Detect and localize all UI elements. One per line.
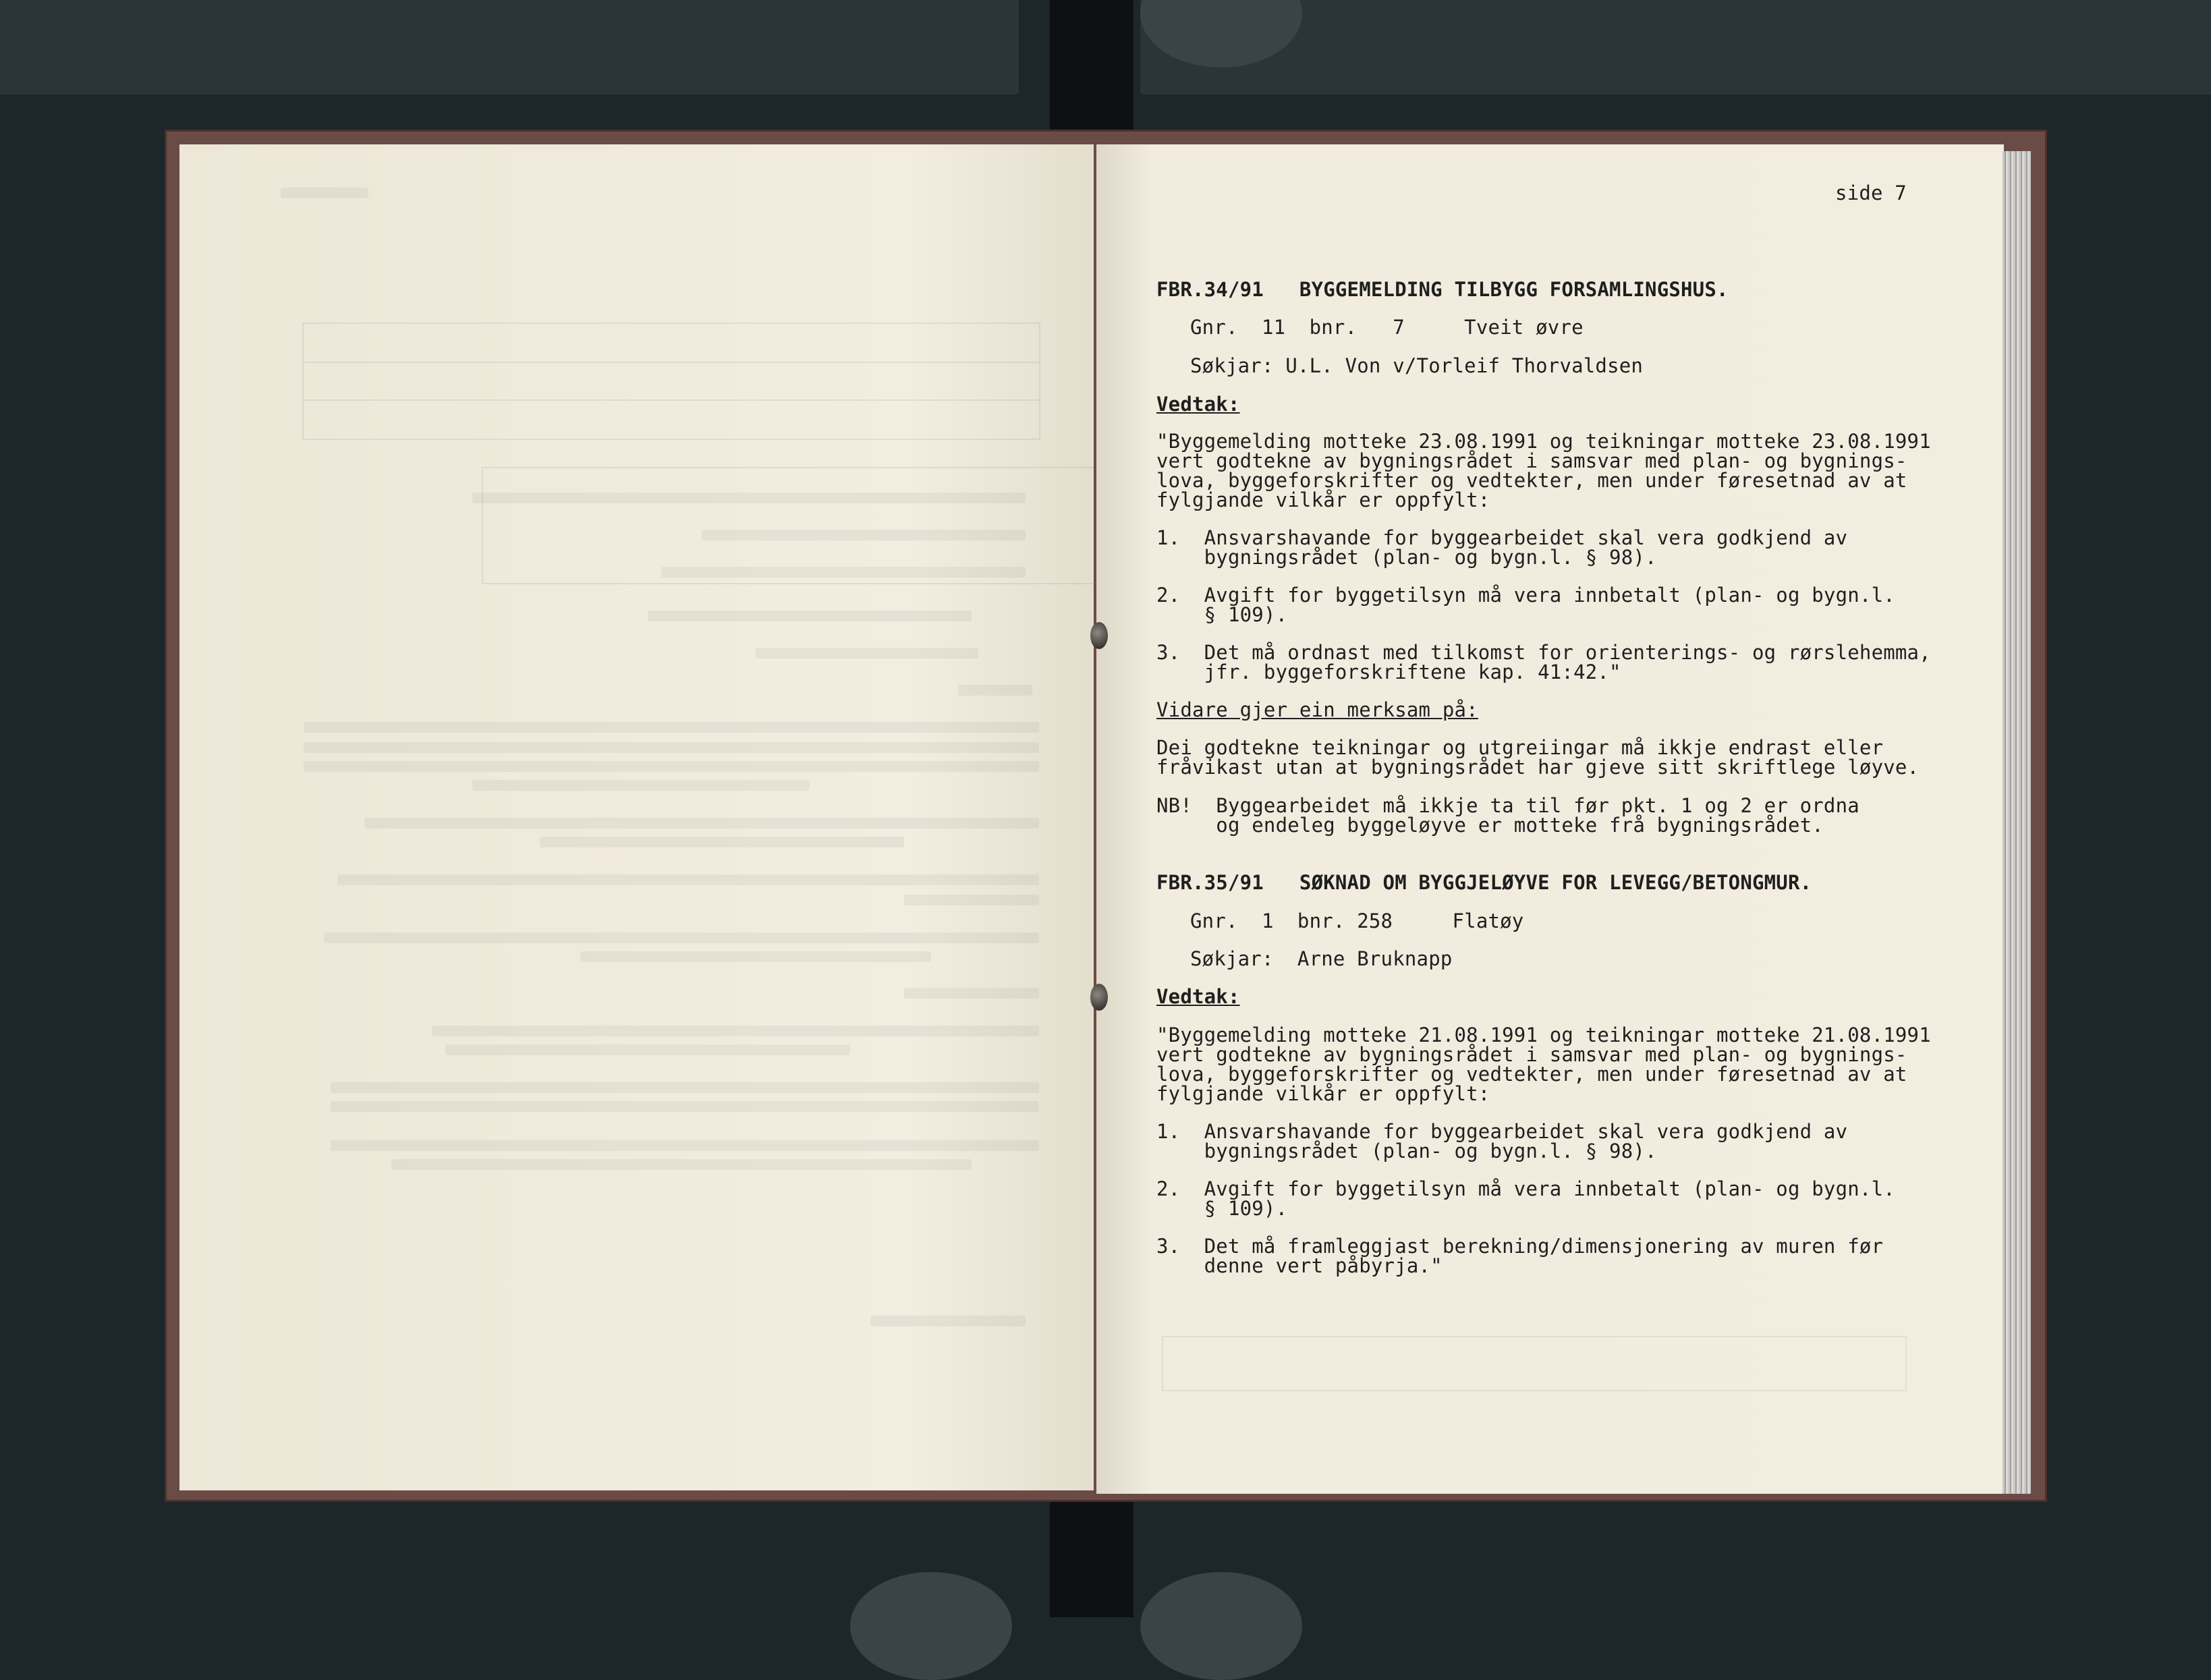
background-block-top-left: [0, 0, 1019, 94]
binding-rivet: [1090, 622, 1108, 649]
property-line: Gnr. 1 bnr. 258 Flatøy: [1190, 909, 1524, 932]
decision-label: Vedtak:: [1156, 393, 1240, 416]
decision-text: "Byggemelding motteke 23.08.1991 og teikningar motteke 23.08.1991 vert godtekne av bygningsrådet i samsvar med plan- og bygnings- lova, byggeforskrifter og vedtekter, men under føresetnad av at fylgjande vilkår er oppfylt:: [1156, 430, 1931, 511]
condition-item: 1. Ansvarshavande for byggearbeidet skal vera godkjend av bygningsrådet (plan- og bygn.l. § 98).: [1156, 526, 1848, 569]
case-heading: FBR.35/91 SØKNAD OM BYGGJELØYVE FOR LEVEGG/BETONGMUR.: [1156, 871, 1812, 894]
background-disc: [1140, 1572, 1302, 1680]
bleedthrough-box: [1162, 1336, 1907, 1391]
decision-label: Vedtak:: [1156, 985, 1240, 1008]
condition-item: 1. Ansvarshavande for byggearbeidet skal vera godkjend av bygningsrådet (plan- og bygn.l. § 98).: [1156, 1120, 1848, 1163]
page-number: side 7: [1835, 181, 1907, 204]
property-line: Gnr. 11 bnr. 7 Tveit øvre: [1190, 316, 1584, 339]
page-stack-edge: [2003, 151, 2031, 1494]
condition-item: 3. Det må framleggjast berekning/dimensjonering av muren før denne vert påbyrja.": [1156, 1235, 1884, 1277]
decision-text: "Byggemelding motteke 21.08.1991 og teikningar motteke 21.08.1991 vert godtekne av bygningsrådet i samsvar med plan- og bygnings- lova, byggeforskrifter og vedtekter, men under føresetnad av at fylgjande vilkår er oppfylt:: [1156, 1024, 1931, 1105]
condition-item: 2. Avgift for byggetilsyn må vera innbetalt (plan- og bygn.l. § 109).: [1156, 1177, 1895, 1220]
case-heading: FBR.34/91 BYGGEMELDING TILBYGG FORSAMLINGSHUS.: [1156, 278, 1729, 301]
binding-rivet: [1090, 984, 1108, 1011]
further-label: Vidare gjer ein merksam på:: [1156, 698, 1478, 721]
background-disc: [850, 1572, 1012, 1680]
bleedthrough-table: [302, 323, 1040, 440]
further-text: Dei godtekne teikningar og utgreiingar må ikkje endrast eller fråvikast utan at bygningsrådet har gjeve sitt skriftlege løyve.: [1156, 736, 1920, 779]
nb-note: NB! Byggearbeidet må ikkje ta til før pkt. 1 og 2 er ordna og endeleg byggeløyve er motteke frå bygningsrådet.: [1156, 794, 1859, 837]
applicant-line: Søkjar: U.L. Von v/Torleif Thorvaldsen: [1190, 354, 1644, 377]
condition-item: 3. Det må ordnast med tilkomst for orienterings- og rørslehemma, jfr. byggeforskriftene kap. 41:42.": [1156, 641, 1931, 683]
condition-item: 2. Avgift for byggetilsyn må vera innbetalt (plan- og bygn.l. § 109).: [1156, 584, 1895, 626]
applicant-line: Søkjar: Arne Bruknapp: [1190, 947, 1453, 970]
